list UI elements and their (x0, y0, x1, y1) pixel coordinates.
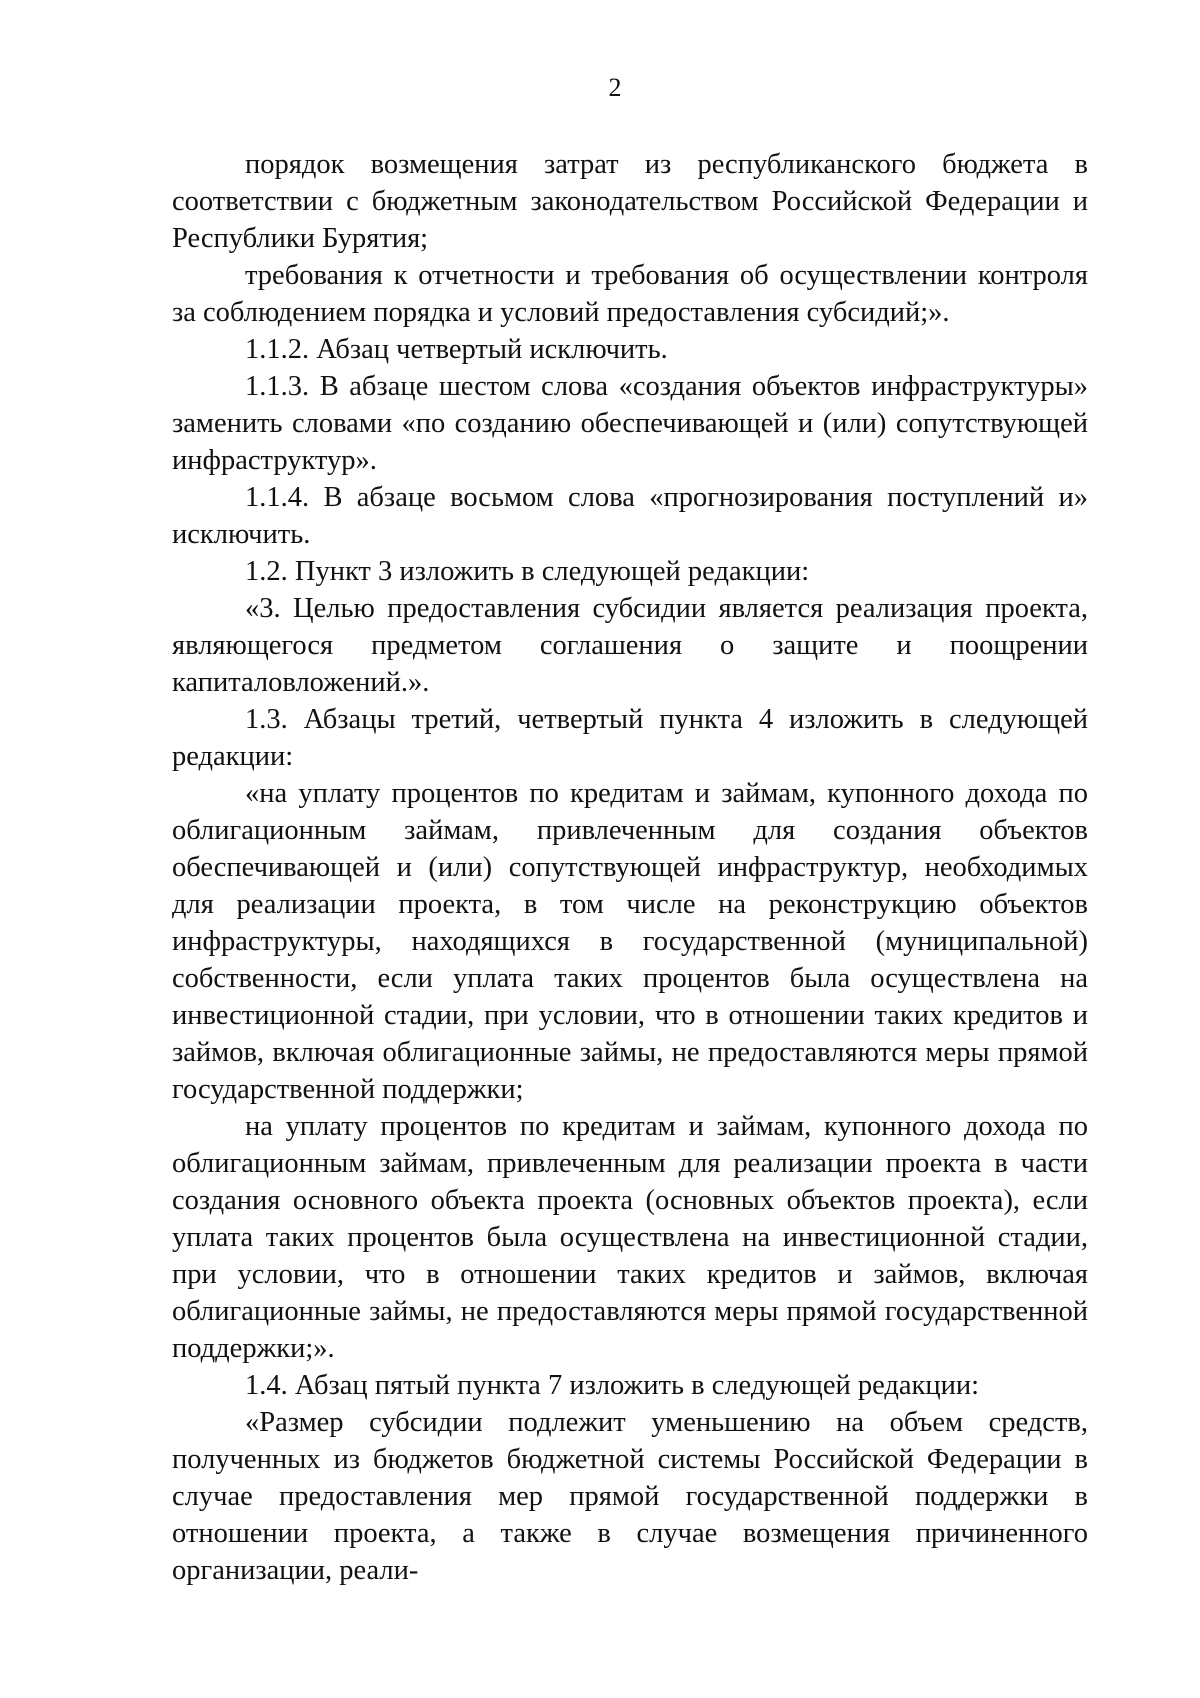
paragraph: «Размер субсидии подлежит уменьшению на объем средств, полученных из бюджетов бюджетной системы Российской Федерации в случае предоставления мер прямой государственной поддержки в отношении проекта, а также в случае возмещения причиненного организации, реали- (172, 1407, 1088, 1586)
paragraph: 1.4. Абзац пятый пункта 7 изложить в следующей редакции: (245, 1370, 980, 1401)
paragraph: 1.1.3. В абзаце шестом слова «создания объектов инфраструктуры» заменить словами «по созданию обеспечивающей и (или) сопутствующей инфраструктур». (172, 371, 1088, 476)
paragraph: 1.1.4. В абзаце восьмом слова «прогнозирования поступлений и» исключить. (172, 482, 1088, 550)
document-body (172, 146, 1088, 1589)
paragraph: 1.1.2. Абзац четвертый исключить. (245, 334, 668, 365)
paragraph: 1.2. Пункт 3 изложить в следующей редакции: (245, 556, 810, 587)
paragraph: порядок возмещения затрат из республиканского бюджета в соответствии с бюджетным законодательством Российской Федерации и Республики Бурятия; (172, 149, 1088, 254)
paragraph: «3. Целью предоставления субсидии является реализация проекта, являющегося предметом соглашения о защите и поощрении капиталовложений.». (172, 593, 1088, 698)
paragraph: 1.3. Абзацы третий, четвертый пункта 4 изложить в следующей редакции: (172, 704, 1088, 772)
page-number: 2 (608, 73, 622, 102)
paragraph: на уплату процентов по кредитам и займам, купонного дохода по облигационным займам, привлеченным для реализации проекта в части создания основного объекта проекта (основных объектов проекта), если уплата таких процентов была осуществлена на инвестиционной стадии, при условии, что в отношении таких кредитов и займов, включая облигационные займы, не предоставляются меры прямой государственной поддержки;». (172, 1111, 1088, 1364)
paragraph: требования к отчетности и требования об осуществлении контроля за соблюдением порядка и условий предоставления субсидий;». (172, 260, 1088, 328)
paragraph: «на уплату процентов по кредитам и займам, купонного дохода по облигационным займам, привлеченным для создания объектов обеспечивающей и (или) сопутствующей инфраструктур, необходимых для реализации проекта, в том числе на реконструкцию объектов инфраструктуры, находящихся в государственной (муниципальной) собственности, если уплата таких процентов была осуществлена на инвестиционной стадии, при условии, что в отношении таких кредитов и займов, включая облигационные займы, не предоставляются меры прямой государственной поддержки; (172, 778, 1088, 1105)
